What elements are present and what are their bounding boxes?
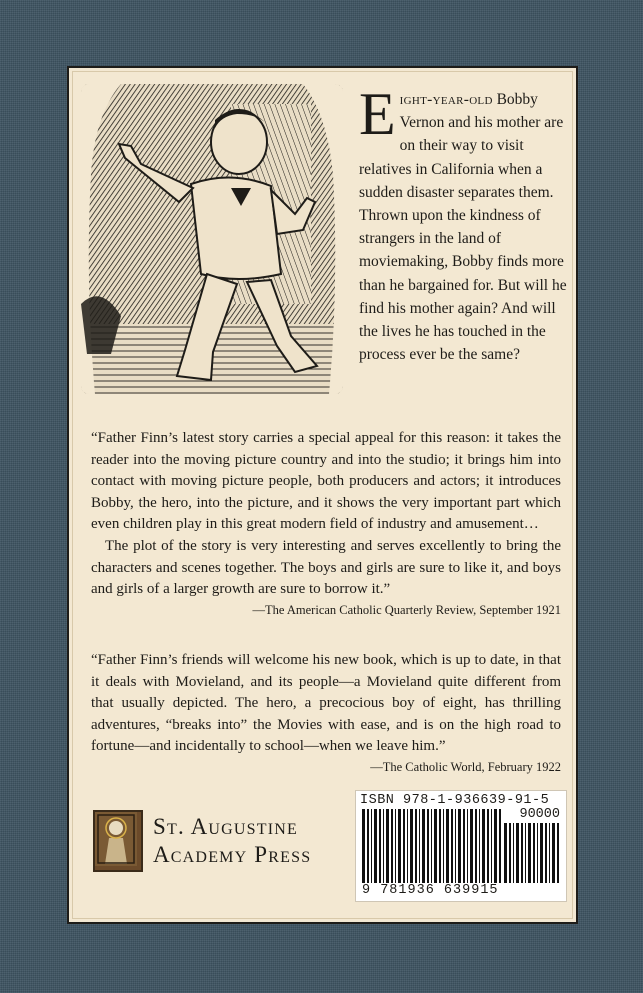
synopsis-text: Bobby Vernon and his mother are on their way to visit relatives in California when a sudden disaster separates them. Thrown upon the kindness of strangers in the land of moviemaking, Bobby finds more than he bargained for. But will he find his mother again? And will the lives he has touched in the process ever be the same? [359, 91, 567, 364]
review-quarterly-p1: “Father Finn’s latest story carries a special appeal for this reason: it takes the reader into the moving picture country and into the studio; it brings him into contact with moving picture people, both producers and actors; it introduces Bobby, the hero, into the picture, and it shows the very important part which even children play in this great modern field of industry and amusement… [91, 430, 561, 533]
review-quarterly [91, 428, 561, 619]
barcode-bar [422, 809, 425, 883]
barcode-bar [552, 823, 555, 883]
barcode-bar [451, 809, 453, 883]
drop-cap: E [359, 81, 396, 147]
barcode-bar [439, 809, 441, 883]
barcode-bar [499, 809, 501, 883]
barcode-bar [525, 823, 526, 883]
review-catholic-world [91, 650, 561, 776]
barcode-bar [470, 809, 473, 883]
barcode-bar [395, 809, 396, 883]
barcode-bar [398, 809, 401, 883]
ean-bars [362, 809, 502, 883]
review-catholic-world-p1: “Father Finn’s friends will welcome his new book, which is up to date, in that it deals with Movieland, and its people—a Movieland quite different from that usually depicted. The hero, a precocious boy of eight, has thrilling adventures, “breaks into” the Movies with ease, and is on the high road to fortune—and incidentally to school—when we leave him.” [91, 652, 561, 755]
barcode-bar [407, 809, 408, 883]
barcode-bar [391, 809, 393, 883]
barcode-bar [504, 823, 507, 883]
barcode-bar [383, 809, 384, 883]
barcode-bar [431, 809, 432, 883]
barcode-bar [475, 809, 477, 883]
synopsis [359, 81, 571, 366]
barcode-bar [427, 809, 429, 883]
barcode-bar [379, 809, 381, 883]
review-quarterly-citation: —The American Catholic Quarterly Review, September 1921 [252, 602, 561, 617]
barcode-bar [479, 809, 480, 883]
barcode-bar [491, 809, 492, 883]
barcode-bar [386, 809, 389, 883]
barcode-bar [516, 823, 519, 883]
barcode-bar [455, 809, 456, 883]
barcode-bar [443, 809, 444, 883]
barcode-bar [371, 809, 372, 883]
barcode-bar [549, 823, 550, 883]
isbn-text: ISBN 978-1-936639-91-5 [360, 793, 550, 808]
barcode-bar [540, 823, 543, 883]
barcode-bar [367, 809, 369, 883]
barcode-bar [482, 809, 485, 883]
barcode-bar [487, 809, 489, 883]
barcode-bar [415, 809, 417, 883]
barcode-bar [467, 809, 468, 883]
review-catholic-world-citation: —The Catholic World, February 1922 [370, 759, 561, 774]
barcode-bar [434, 809, 437, 883]
barcode-bar [403, 809, 405, 883]
barcode-bar [374, 809, 377, 883]
review-quarterly-p2: The plot of the story is very interesting and serves excellently to bring the characters and scenes together. The boys and girls are sure to like it, and boys and girls of a larger growth are sure to borrow it.” [91, 537, 561, 598]
barcode-bar [362, 809, 365, 883]
barcode-bar [513, 823, 514, 883]
back-cover-panel [67, 66, 578, 924]
barcode-bar [533, 823, 535, 883]
publisher-line2: Academy Press [153, 842, 312, 867]
publisher-logo [93, 810, 143, 872]
barcode [355, 790, 567, 902]
barcode-bar [509, 823, 511, 883]
barcode-bar [494, 809, 497, 883]
barcode-bar [521, 823, 523, 883]
barcode-bar [419, 809, 420, 883]
barcode-bar [446, 809, 449, 883]
barcode-bar [537, 823, 538, 883]
barcode-bar [458, 809, 461, 883]
barcode-bar [545, 823, 547, 883]
publisher-line1: St. Augustine [153, 814, 298, 839]
ean-digits: 9 781936 639915 [362, 883, 499, 898]
boy-illustration [81, 84, 343, 394]
price-code: 90000 [519, 807, 560, 822]
barcode-bar [463, 809, 465, 883]
publisher-name [153, 813, 311, 869]
barcode-bar [557, 823, 559, 883]
synopsis-smallcaps: ight-year-old [399, 91, 493, 108]
barcode-bar [410, 809, 413, 883]
barcode-bar [528, 823, 531, 883]
addon-bars [504, 823, 560, 883]
